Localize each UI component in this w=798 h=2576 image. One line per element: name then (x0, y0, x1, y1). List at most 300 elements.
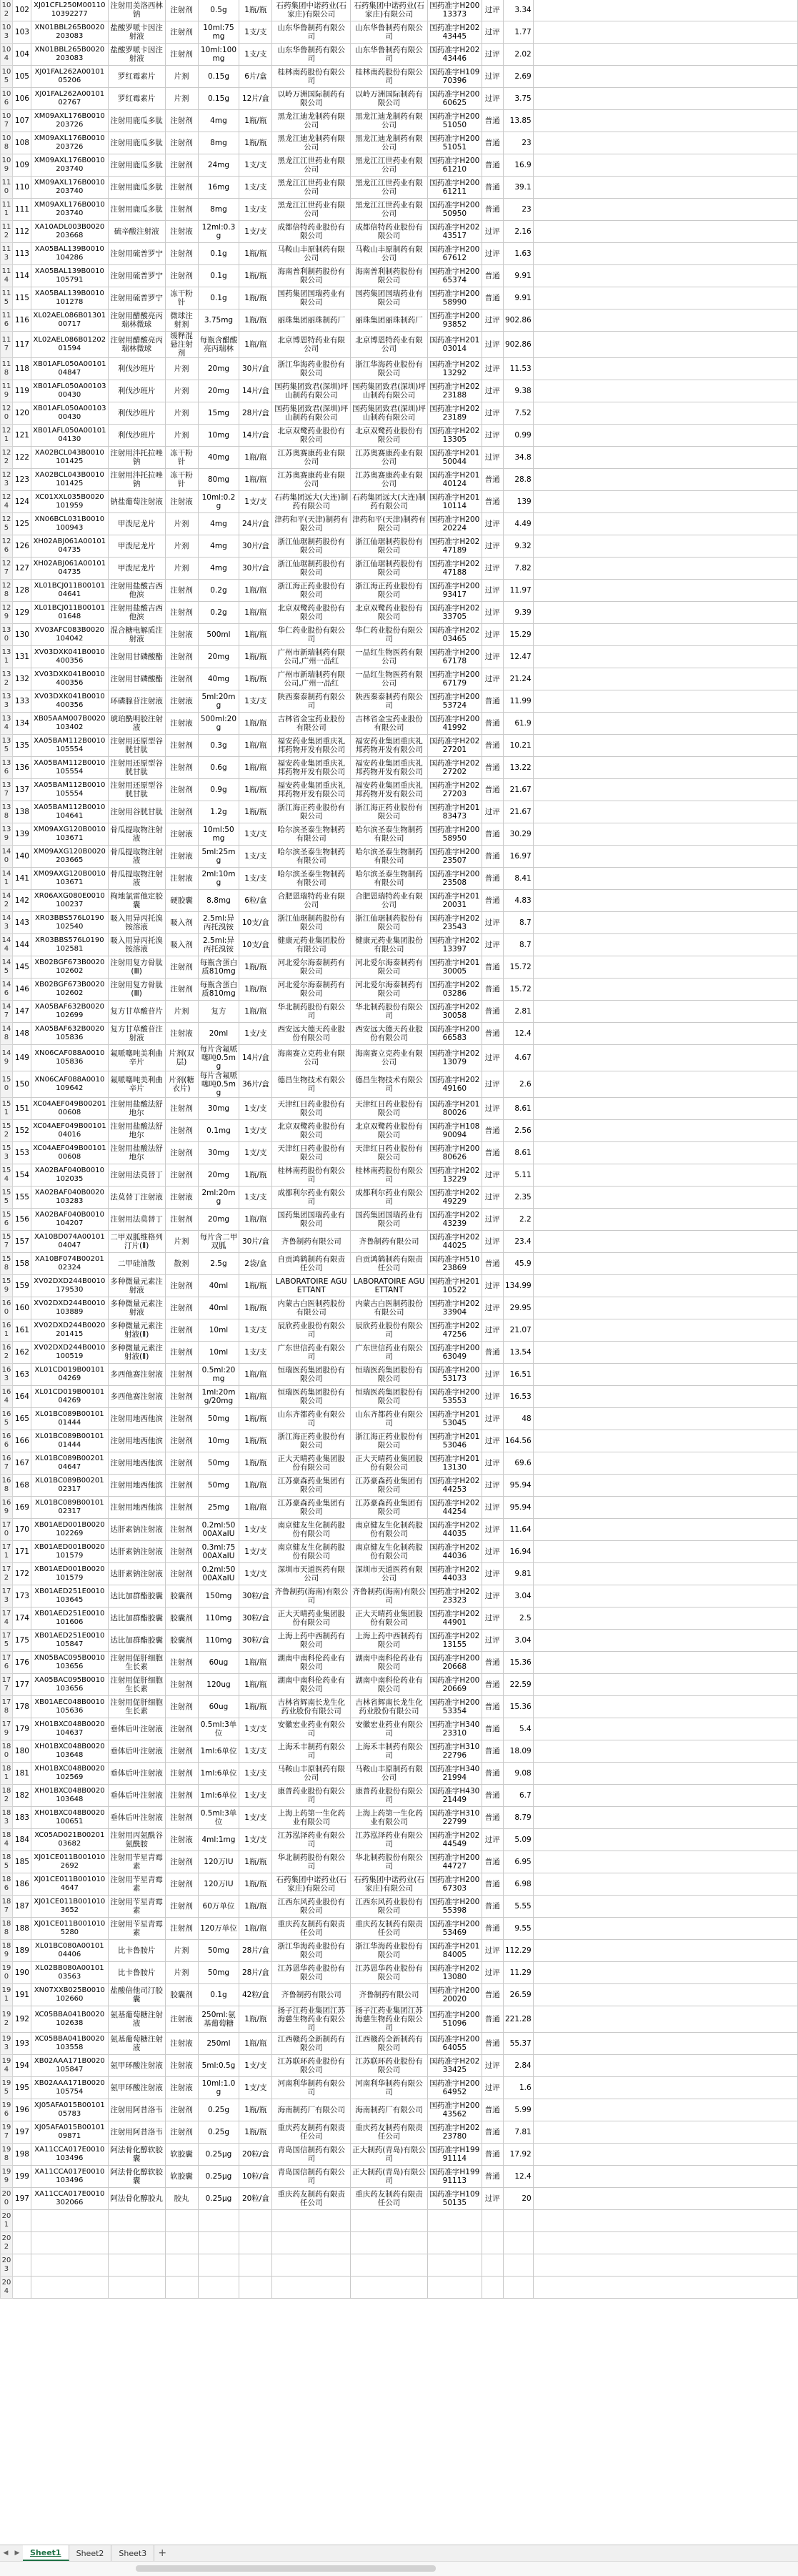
review-type-cell[interactable]: 普通 (482, 1740, 503, 1763)
spec-cell[interactable]: 16mg (198, 177, 239, 199)
review-type-cell[interactable]: 过评 (482, 580, 503, 602)
price-cell[interactable]: 15.36 (503, 1652, 533, 1674)
empty-cell[interactable] (427, 2254, 482, 2277)
drug-name-cell[interactable]: 多种微量元素注射液(Ⅱ) (108, 1342, 165, 1364)
package-cell[interactable]: 1瓶/瓶 (239, 447, 272, 469)
row-header[interactable]: 204 (1, 2277, 13, 2299)
drug-code-cell[interactable]: XN05BAC095B0010103656 (31, 1652, 108, 1674)
spec-cell[interactable]: 50mg (198, 1452, 239, 1475)
drug-name-cell[interactable]: 注射用盐酸法舒地尔 (108, 1142, 165, 1164)
drug-code-cell[interactable]: XB01AEC048B0010105636 (31, 1696, 108, 1718)
spec-cell[interactable]: 20mg (198, 358, 239, 380)
dosage-form-cell[interactable]: 注射剂 (165, 1408, 198, 1430)
dosage-form-cell[interactable]: 注射剂 (165, 1785, 198, 1807)
table-row[interactable] (1, 1098, 798, 1120)
row-header[interactable]: 178 (1, 1696, 13, 1718)
review-type-cell[interactable]: 过评 (482, 1187, 503, 1209)
row-index-cell[interactable]: 115 (12, 287, 31, 309)
table-row[interactable] (1, 44, 798, 66)
manufacturer-cell[interactable]: 齐鲁制药有限公司 (272, 1984, 351, 2006)
table-row[interactable] (1, 912, 798, 934)
package-cell[interactable]: 30片/盒 (239, 358, 272, 380)
manufacturer-cell[interactable]: 福安药业集团重庆礼邦药物开发有限公司 (272, 779, 351, 801)
empty-cell[interactable] (533, 1142, 797, 1164)
table-row[interactable] (1, 646, 798, 668)
drug-code-cell[interactable]: XC05BBA041B0020103558 (31, 2033, 108, 2055)
row-header[interactable]: 123 (1, 469, 13, 491)
approval-number-cell[interactable]: 国药准字H20020020 (427, 1984, 482, 2006)
package-cell[interactable]: 1支/支 (239, 221, 272, 243)
package-cell[interactable]: 1支/支 (239, 491, 272, 513)
row-header[interactable]: 150 (1, 1071, 13, 1098)
price-cell[interactable]: 23.4 (503, 1231, 533, 1253)
approval-number-cell[interactable]: 国药准字H20065374 (427, 265, 482, 287)
review-type-cell[interactable]: 过评 (482, 44, 503, 66)
table-row[interactable] (1, 1785, 798, 1807)
dosage-form-cell[interactable]: 片剂 (165, 1001, 198, 1023)
license-holder-cell[interactable]: 一品红生物医药有限公司 (351, 646, 428, 668)
package-cell[interactable]: 30粒/盒 (239, 1607, 272, 1630)
license-holder-cell[interactable]: 山东齐都药业有限公司 (351, 1408, 428, 1430)
spec-cell[interactable]: 5ml:20mg (198, 690, 239, 713)
spec-cell[interactable]: 每片含二甲双胍 (198, 1231, 239, 1253)
empty-cell[interactable] (272, 2277, 351, 2299)
drug-name-cell[interactable]: 多西他赛注射液 (108, 1386, 165, 1408)
drug-code-cell[interactable]: XN01BBL265B0020203083 (31, 44, 108, 66)
drug-name-cell[interactable]: 注射用地西他滨 (108, 1475, 165, 1497)
table-row[interactable] (1, 221, 798, 243)
price-cell[interactable]: 12.47 (503, 646, 533, 668)
row-header[interactable]: 165 (1, 1408, 13, 1430)
drug-name-cell[interactable]: 利伐沙班片 (108, 425, 165, 447)
price-cell[interactable]: 30.29 (503, 823, 533, 846)
drug-name-cell[interactable]: 注射用促肝细胞生长素 (108, 1652, 165, 1674)
spec-cell[interactable]: 8mg (198, 132, 239, 154)
dosage-form-cell[interactable]: 注射液 (165, 690, 198, 713)
table-row[interactable] (1, 535, 798, 558)
drug-code-cell[interactable]: XA05BAL139B0010104286 (31, 243, 108, 265)
review-type-cell[interactable]: 过评 (482, 221, 503, 243)
package-cell[interactable]: 42粒/盒 (239, 1984, 272, 2006)
dosage-form-cell[interactable]: 注射剂 (165, 1386, 198, 1408)
approval-number-cell[interactable]: 国药准字H34023310 (427, 1718, 482, 1740)
license-holder-cell[interactable]: 浙江仙琚制药股份有限公司 (351, 912, 428, 934)
table-row[interactable] (1, 1607, 798, 1630)
row-index-cell[interactable]: 176 (12, 1652, 31, 1674)
drug-code-cell[interactable]: XN06BCL031B0010100943 (31, 513, 108, 535)
drug-code-cell[interactable]: XA11CCA017E0010103496 (31, 2166, 108, 2188)
row-header[interactable]: 169 (1, 1497, 13, 1519)
table-row[interactable] (1, 425, 798, 447)
manufacturer-cell[interactable]: 福安药业集团重庆礼邦药物开发有限公司 (272, 735, 351, 757)
empty-cell[interactable] (533, 1275, 797, 1297)
approval-number-cell[interactable]: 国药准字H20244036 (427, 1541, 482, 1563)
license-holder-cell[interactable]: 北京博恩特药业有限公司 (351, 332, 428, 358)
approval-number-cell[interactable]: 国药准字H19991114 (427, 2144, 482, 2166)
spec-cell[interactable]: 60万单位 (198, 1896, 239, 1918)
dosage-form-cell[interactable]: 注射液 (165, 846, 198, 868)
drug-code-cell[interactable]: XR03BBS576L0190102540 (31, 912, 108, 934)
approval-number-cell[interactable]: 国药准字H20058950 (427, 823, 482, 846)
row-header[interactable]: 103 (1, 21, 13, 44)
row-index-cell[interactable]: 135 (12, 735, 31, 757)
approval-number-cell[interactable]: 国药准字H20203465 (427, 624, 482, 646)
price-cell[interactable]: 1.6 (503, 2077, 533, 2099)
dosage-form-cell[interactable]: 胶囊剂 (165, 1607, 198, 1630)
review-type-cell[interactable]: 普通 (482, 1718, 503, 1740)
review-type-cell[interactable]: 普通 (482, 2166, 503, 2188)
manufacturer-cell[interactable]: 江苏奥赛康药业有限公司 (272, 447, 351, 469)
package-cell[interactable]: 1瓶/瓶 (239, 2006, 272, 2033)
empty-cell[interactable] (165, 2210, 198, 2232)
drug-name-cell[interactable]: 吸入用异丙托溴铵溶液 (108, 912, 165, 934)
row-header[interactable]: 185 (1, 1851, 13, 1873)
approval-number-cell[interactable]: 国药准字H20233904 (427, 1297, 482, 1319)
row-index-cell[interactable]: 163 (12, 1364, 31, 1386)
license-holder-cell[interactable]: 华北制药股份有限公司 (351, 1001, 428, 1023)
empty-cell[interactable] (533, 1045, 797, 1071)
drug-code-cell[interactable]: XJ01CE011B0010105280 (31, 1918, 108, 1940)
approval-number-cell[interactable]: 国药准字H10890094 (427, 1120, 482, 1142)
row-header[interactable]: 174 (1, 1607, 13, 1630)
table-row[interactable] (1, 332, 798, 358)
dosage-form-cell[interactable]: 注射剂 (165, 1918, 198, 1940)
row-index-cell[interactable]: 149 (12, 1045, 31, 1071)
review-type-cell[interactable]: 过评 (482, 1630, 503, 1652)
approval-number-cell[interactable]: 国药准字H20067179 (427, 668, 482, 690)
table-row[interactable] (1, 2144, 798, 2166)
table-row[interactable] (1, 1023, 798, 1045)
row-header[interactable]: 167 (1, 1452, 13, 1475)
table-row[interactable] (1, 1652, 798, 1674)
empty-cell[interactable] (533, 2188, 797, 2210)
row-index-cell[interactable]: 166 (12, 1430, 31, 1452)
drug-name-cell[interactable]: 氨基葡萄糖注射液 (108, 2006, 165, 2033)
drug-code-cell[interactable]: XH01BXC048B0020100651 (31, 1807, 108, 1829)
drug-code-cell[interactable]: XN06CAF088A0010105836 (31, 1045, 108, 1071)
package-cell[interactable]: 12片/盒 (239, 88, 272, 110)
manufacturer-cell[interactable]: 齐鲁制药(海南)有限公司 (272, 1585, 351, 1607)
drug-name-cell[interactable]: 注射用鹿瓜多肽 (108, 110, 165, 132)
approval-number-cell[interactable]: 国药准字H20243445 (427, 21, 482, 44)
drug-name-cell[interactable]: 注射用阿昔洛韦 (108, 2099, 165, 2121)
review-type-cell[interactable]: 普通 (482, 1763, 503, 1785)
row-header[interactable]: 140 (1, 846, 13, 868)
drug-name-cell[interactable]: 注射用法莫替丁 (108, 1164, 165, 1187)
row-index-cell[interactable]: 118 (12, 358, 31, 380)
dosage-form-cell[interactable]: 注射剂 (165, 1807, 198, 1829)
spec-cell[interactable]: 60ug (198, 1696, 239, 1718)
dosage-form-cell[interactable]: 注射液 (165, 491, 198, 513)
spec-cell[interactable]: 500ml:20g (198, 713, 239, 735)
empty-cell[interactable] (533, 1851, 797, 1873)
review-type-cell[interactable]: 过评 (482, 602, 503, 624)
empty-cell[interactable] (533, 713, 797, 735)
approval-number-cell[interactable]: 国药准字H20067303 (427, 1873, 482, 1896)
price-cell[interactable]: 8.79 (503, 1807, 533, 1829)
table-row[interactable] (1, 1630, 798, 1652)
license-holder-cell[interactable]: 桂林南药股份有限公司 (351, 66, 428, 88)
review-type-cell[interactable]: 过评 (482, 513, 503, 535)
price-cell[interactable]: 1.77 (503, 21, 533, 44)
dosage-form-cell[interactable]: 注射剂 (165, 1696, 198, 1718)
license-holder-cell[interactable]: 江苏联环药业股份有限公司 (351, 2055, 428, 2077)
row-index-cell[interactable]: 181 (12, 1763, 31, 1785)
spec-cell[interactable]: 40ml (198, 1297, 239, 1319)
review-type-cell[interactable]: 过评 (482, 1607, 503, 1630)
approval-number-cell[interactable]: 国药准字H20213080 (427, 1962, 482, 1984)
approval-number-cell[interactable]: 国药准字H20223780 (427, 2121, 482, 2144)
row-header[interactable]: 196 (1, 2099, 13, 2121)
license-holder-cell[interactable]: 黑龙江迪龙制药有限公司 (351, 110, 428, 132)
drug-code-cell[interactable]: XC04AEF049B0010100608 (31, 1142, 108, 1164)
review-type-cell[interactable]: 过评 (482, 1164, 503, 1187)
review-type-cell[interactable]: 普通 (482, 690, 503, 713)
license-holder-cell[interactable]: 恒瑞医药集团股份有限公司 (351, 1386, 428, 1408)
table-row[interactable] (1, 1364, 798, 1386)
review-type-cell[interactable]: 普通 (482, 823, 503, 846)
package-cell[interactable]: 1瓶/瓶 (239, 1364, 272, 1386)
empty-cell[interactable] (533, 1740, 797, 1763)
empty-cell[interactable] (533, 1364, 797, 1386)
row-header[interactable]: 168 (1, 1475, 13, 1497)
empty-cell[interactable] (533, 265, 797, 287)
spec-cell[interactable]: 0.1mg (198, 1120, 239, 1142)
review-type-cell[interactable]: 普通 (482, 265, 503, 287)
row-index-cell[interactable]: 188 (12, 1918, 31, 1940)
approval-number-cell[interactable]: 国药准字H20230058 (427, 1001, 482, 1023)
manufacturer-cell[interactable]: 齐鲁制药有限公司 (272, 1231, 351, 1253)
package-cell[interactable]: 1支/支 (239, 1829, 272, 1851)
dosage-form-cell[interactable]: 吸入剂 (165, 934, 198, 956)
drug-code-cell[interactable]: XN01BBL265B0020203083 (31, 21, 108, 44)
package-cell[interactable]: 1支/支 (239, 1807, 272, 1829)
table-row[interactable] (1, 602, 798, 624)
approval-number-cell[interactable]: 国药准字H31022799 (427, 1807, 482, 1829)
table-row[interactable] (1, 1275, 798, 1297)
drug-name-cell[interactable]: 多种微量元素注射液 (108, 1275, 165, 1297)
approval-number-cell[interactable]: 国药准字H20110114 (427, 491, 482, 513)
dosage-form-cell[interactable]: 注射液 (165, 624, 198, 646)
dosage-form-cell[interactable]: 注射剂 (165, 1519, 198, 1541)
dosage-form-cell[interactable]: 散剂 (165, 1253, 198, 1275)
manufacturer-cell[interactable]: 北京博恩特药业有限公司 (272, 332, 351, 358)
drug-name-cell[interactable]: 注射用还原型谷胱甘肽 (108, 757, 165, 779)
license-holder-cell[interactable]: 江西东风药业股份有限公司 (351, 1896, 428, 1918)
license-holder-cell[interactable]: 江苏奥赛康药业有限公司 (351, 447, 428, 469)
approval-number-cell[interactable]: 国药准字H34021994 (427, 1763, 482, 1785)
drug-name-cell[interactable]: 氟哌噻吨美利曲辛片 (108, 1045, 165, 1071)
empty-cell[interactable] (533, 1297, 797, 1319)
package-cell[interactable]: 1瓶/瓶 (239, 668, 272, 690)
drug-code-cell[interactable]: XA10ADL003B0020203668 (31, 221, 108, 243)
next-sheet-icon[interactable]: ▶ (14, 2550, 20, 2557)
drug-name-cell[interactable]: 注射用硫普罗宁 (108, 265, 165, 287)
row-index-cell[interactable]: 143 (12, 912, 31, 934)
row-header[interactable]: 175 (1, 1630, 13, 1652)
table-row[interactable] (1, 132, 798, 154)
review-type-cell[interactable]: 普通 (482, 713, 503, 735)
spec-cell[interactable]: 0.2g (198, 580, 239, 602)
row-index-cell[interactable]: 174 (12, 1607, 31, 1630)
license-holder-cell[interactable]: 正大制药(青岛)有限公司 (351, 2144, 428, 2166)
tab-sheet2[interactable]: Sheet2 (69, 2545, 112, 2561)
empty-cell[interactable] (533, 66, 797, 88)
table-row[interactable] (1, 110, 798, 132)
empty-cell[interactable] (533, 1763, 797, 1785)
manufacturer-cell[interactable]: 江苏奥赛康药业有限公司 (272, 469, 351, 491)
dosage-form-cell[interactable]: 注射剂 (165, 979, 198, 1001)
empty-cell[interactable] (533, 1386, 797, 1408)
drug-code-cell[interactable]: XL01BC089B0010101444 (31, 1430, 108, 1452)
drug-name-cell[interactable]: 二甲硅油散 (108, 1253, 165, 1275)
empty-cell[interactable] (533, 177, 797, 199)
drug-name-cell[interactable]: 垂体后叶注射液 (108, 1785, 165, 1807)
review-type-cell[interactable]: 过评 (482, 309, 503, 332)
empty-cell[interactable] (533, 1430, 797, 1452)
drug-name-cell[interactable]: 达比加群酯胶囊 (108, 1585, 165, 1607)
license-holder-cell[interactable]: 河南利华制药有限公司 (351, 2077, 428, 2099)
row-header[interactable]: 197 (1, 2121, 13, 2144)
dosage-form-cell[interactable]: 片剂 (165, 558, 198, 580)
spec-cell[interactable]: 2ml:10mg (198, 868, 239, 890)
table-row[interactable] (1, 2166, 798, 2188)
row-index-cell[interactable]: 109 (12, 154, 31, 177)
license-holder-cell[interactable]: 一品红生物医药有限公司 (351, 668, 428, 690)
package-cell[interactable]: 1支/支 (239, 154, 272, 177)
row-header[interactable]: 122 (1, 447, 13, 469)
review-type-cell[interactable]: 普通 (482, 2144, 503, 2166)
drug-name-cell[interactable]: 注射用盐酸吉西他滨 (108, 602, 165, 624)
license-holder-cell[interactable]: 浙江仙琚制药股份有限公司 (351, 558, 428, 580)
spec-cell[interactable]: 每片含氟哌噻吨0.5mg (198, 1071, 239, 1098)
review-type-cell[interactable]: 普通 (482, 2006, 503, 2033)
empty-cell[interactable] (533, 1319, 797, 1342)
price-cell[interactable]: 29.95 (503, 1297, 533, 1319)
row-header[interactable]: 186 (1, 1873, 13, 1896)
license-holder-cell[interactable]: 安徽宏业药业有限公司 (351, 1718, 428, 1740)
approval-number-cell[interactable]: 国药准字H20066583 (427, 1023, 482, 1045)
row-header[interactable]: 157 (1, 1231, 13, 1253)
approval-number-cell[interactable]: 国药准字H20249229 (427, 1187, 482, 1209)
drug-name-cell[interactable]: 氟哌噻吨美利曲辛片 (108, 1071, 165, 1098)
table-row[interactable] (1, 1342, 798, 1364)
table-row[interactable] (1, 1408, 798, 1430)
price-cell[interactable]: 5.11 (503, 1164, 533, 1187)
license-holder-cell[interactable]: 黑龙江江世药业有限公司 (351, 199, 428, 221)
review-type-cell[interactable]: 普通 (482, 1984, 503, 2006)
review-type-cell[interactable]: 普通 (482, 2099, 503, 2121)
approval-number-cell[interactable]: 国药准字H20023508 (427, 868, 482, 890)
review-type-cell[interactable]: 过评 (482, 1430, 503, 1452)
row-index-cell[interactable]: 126 (12, 535, 31, 558)
empty-cell[interactable] (533, 1120, 797, 1142)
price-cell[interactable]: 13.54 (503, 1342, 533, 1364)
approval-number-cell[interactable]: 国药准字H20243239 (427, 1209, 482, 1231)
row-index-cell[interactable]: 123 (12, 469, 31, 491)
table-row[interactable] (1, 779, 798, 801)
row-header[interactable]: 138 (1, 801, 13, 823)
empty-cell[interactable] (31, 2277, 108, 2299)
spec-cell[interactable]: 10ml:75mg (198, 21, 239, 44)
price-cell[interactable]: 4.67 (503, 1045, 533, 1071)
license-holder-cell[interactable]: 康普药业股份有限公司 (351, 1785, 428, 1807)
row-header[interactable]: 183 (1, 1807, 13, 1829)
review-type-cell[interactable]: 普通 (482, 2033, 503, 2055)
price-cell[interactable]: 11.97 (503, 580, 533, 602)
package-cell[interactable]: 1支/支 (239, 199, 272, 221)
table-row[interactable] (1, 624, 798, 646)
package-cell[interactable]: 1瓶/瓶 (239, 1430, 272, 1452)
empty-cell[interactable] (533, 934, 797, 956)
table-row[interactable] (1, 2055, 798, 2077)
row-index-cell[interactable]: 160 (12, 1297, 31, 1319)
row-index-cell[interactable]: 140 (12, 846, 31, 868)
price-cell[interactable]: 11.64 (503, 1519, 533, 1541)
drug-name-cell[interactable]: 注射用地西他滨 (108, 1452, 165, 1475)
drug-code-cell[interactable]: XB01AFL050A0010300430 (31, 380, 108, 402)
table-row[interactable] (1, 2033, 798, 2055)
row-header[interactable]: 158 (1, 1253, 13, 1275)
row-index-cell[interactable]: 107 (12, 110, 31, 132)
manufacturer-cell[interactable]: 成都倍特药业股份有限公司 (272, 221, 351, 243)
approval-number-cell[interactable]: 国药准字H20184005 (427, 1940, 482, 1962)
drug-code-cell[interactable]: XJ01CFL250M0011010392277 (31, 0, 108, 21)
spec-cell[interactable]: 120ug (198, 1674, 239, 1696)
manufacturer-cell[interactable]: 国药集团国瑞药业有限公司 (272, 1209, 351, 1231)
review-type-cell[interactable]: 过评 (482, 1386, 503, 1408)
row-index-cell[interactable]: 167 (12, 1452, 31, 1475)
row-index-cell[interactable]: 187 (12, 1896, 31, 1918)
manufacturer-cell[interactable]: 哈尔滨圣泰生物制药有限公司 (272, 868, 351, 890)
spec-cell[interactable]: 20mg (198, 1209, 239, 1231)
price-cell[interactable]: 13.85 (503, 110, 533, 132)
price-cell[interactable]: 7.82 (503, 558, 533, 580)
row-header[interactable]: 106 (1, 88, 13, 110)
manufacturer-cell[interactable]: 石药集团中诺药业(石家庄)有限公司 (272, 1873, 351, 1896)
drug-code-cell[interactable]: XL01CD019B0010104269 (31, 1386, 108, 1408)
manufacturer-cell[interactable]: 华北制药股份有限公司 (272, 1001, 351, 1023)
drug-name-cell[interactable]: 盐酸倍他司汀胶囊 (108, 1984, 165, 2006)
approval-number-cell[interactable]: 国药准字H20093852 (427, 309, 482, 332)
license-holder-cell[interactable]: 海南制药厂有限公司 (351, 2099, 428, 2121)
package-cell[interactable]: 1瓶/瓶 (239, 1297, 272, 1319)
spec-cell[interactable]: 20mg (198, 646, 239, 668)
empty-cell[interactable] (533, 358, 797, 380)
drug-name-cell[interactable]: 注射用地西他滨 (108, 1408, 165, 1430)
row-index-cell[interactable]: 159 (12, 1275, 31, 1297)
package-cell[interactable]: 1瓶/瓶 (239, 1386, 272, 1408)
package-cell[interactable]: 1瓶/瓶 (239, 1209, 272, 1231)
row-header[interactable]: 203 (1, 2254, 13, 2277)
package-cell[interactable]: 10支/盒 (239, 912, 272, 934)
manufacturer-cell[interactable]: 哈尔滨圣泰生物制药有限公司 (272, 846, 351, 868)
review-type-cell[interactable]: 普通 (482, 1253, 503, 1275)
drug-code-cell[interactable]: XN06CAF088A0010109642 (31, 1071, 108, 1098)
row-index-cell[interactable]: 116 (12, 309, 31, 332)
empty-cell[interactable] (272, 2254, 351, 2277)
spec-cell[interactable]: 2.5g (198, 1253, 239, 1275)
row-header[interactable]: 120 (1, 402, 13, 425)
package-cell[interactable]: 1支/支 (239, 1187, 272, 1209)
row-index-cell[interactable]: 121 (12, 425, 31, 447)
drug-code-cell[interactable]: XV02DXD244B0020201415 (31, 1319, 108, 1342)
spec-cell[interactable]: 0.1g (198, 265, 239, 287)
row-header[interactable]: 127 (1, 558, 13, 580)
row-index-cell[interactable]: 119 (12, 380, 31, 402)
row-index-cell[interactable]: 113 (12, 243, 31, 265)
manufacturer-cell[interactable]: 浙江仙琚制药股份有限公司 (272, 535, 351, 558)
